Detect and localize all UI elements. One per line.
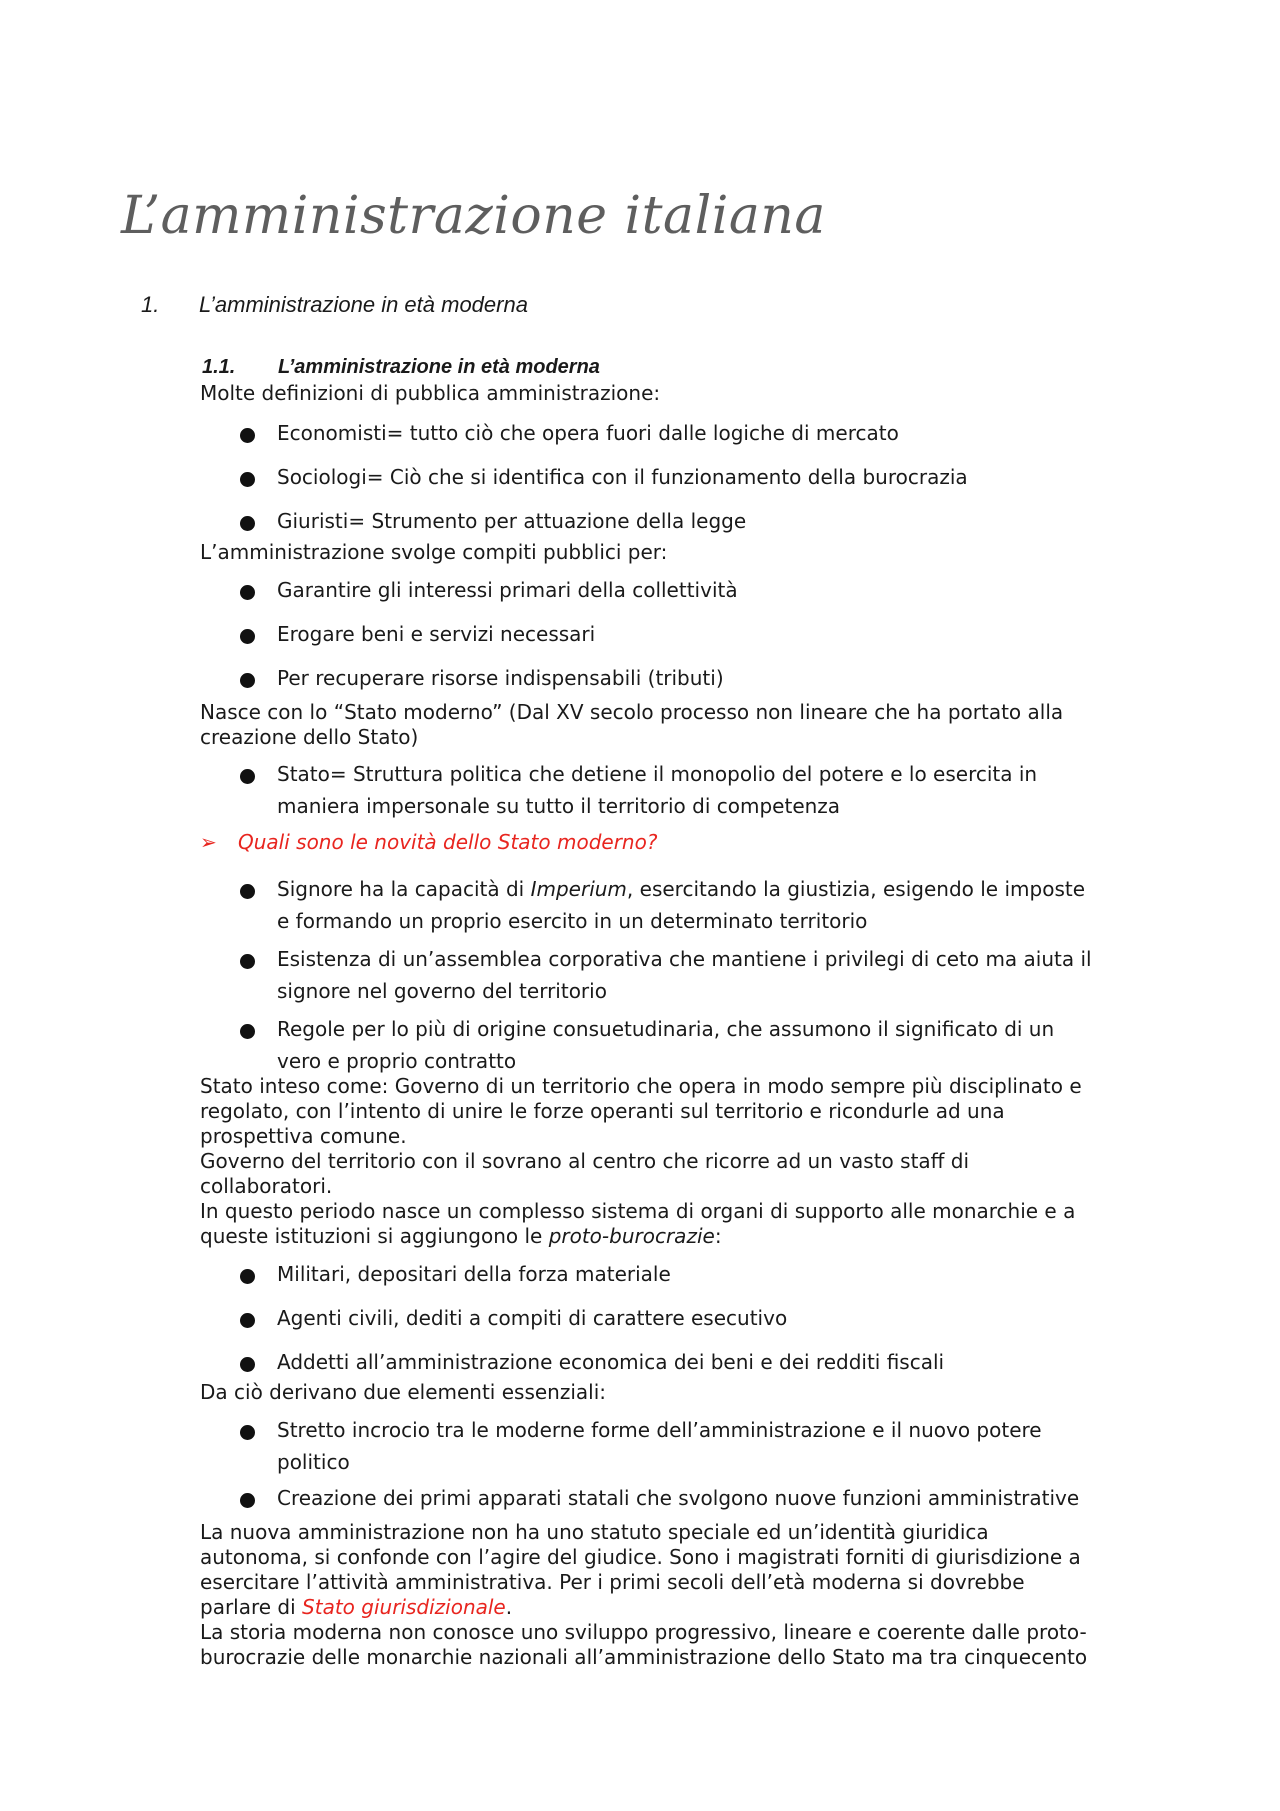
list-item: Stato= Struttura politica che detiene il monopolio del potere e lo esercita in maniera impersonale su tutto il territorio di competenza xyxy=(240,758,1170,822)
heading-1-number: 1. xyxy=(141,292,160,317)
bullet-icon xyxy=(240,884,255,899)
bullet-icon xyxy=(240,769,255,784)
list-item: Giuristi= Strumento per attuazione della legge xyxy=(240,505,1170,537)
heading-2-number: 1.1. xyxy=(202,356,236,378)
bullet-icon xyxy=(240,1357,255,1372)
bullet-icon xyxy=(240,1425,255,1440)
bullet-icon xyxy=(240,516,255,531)
bullet-icon xyxy=(240,629,255,644)
bullet-icon xyxy=(240,472,255,487)
paragraph-compiti: L’amministrazione svolge compiti pubblici per: xyxy=(200,540,668,564)
heading-1 xyxy=(141,292,528,318)
list-item: Addetti all’amministrazione economica dei beni e dei redditi fiscali xyxy=(240,1346,1170,1378)
list-item: Garantire gli interessi primari della collettività xyxy=(240,574,1170,606)
question-callout: ➢ Quali sono le novità dello Stato moderno? xyxy=(200,830,658,854)
bullet-icon xyxy=(240,673,255,688)
bullet-icon xyxy=(240,1024,255,1039)
paragraph-deriva: Da ciò derivano due elementi essenziali: xyxy=(200,1380,607,1404)
heading-1-text: L’amministrazione in età moderna xyxy=(199,292,528,317)
list-item: Erogare beni e servizi necessari xyxy=(240,618,1170,650)
list-item: Agenti civili, dediti a compiti di carattere esecutivo xyxy=(240,1302,1170,1334)
list-item: Stretto incrocio tra le moderne forme dell’amministrazione e il nuovo potere politico xyxy=(240,1414,1170,1478)
list-item: Esistenza di un’assemblea corporativa che mantiene i privilegi di ceto ma aiuta il signore nel governo del territorio xyxy=(240,943,1170,1007)
highlighted-term: Stato giurisdizionale xyxy=(302,1595,506,1619)
list-item: Sociologi= Ciò che si identifica con il funzionamento della burocrazia xyxy=(240,461,1170,493)
paragraph-nuova-amministrazione: La nuova amministrazione non ha uno statuto speciale ed un’identità giuridica autonoma, si confonde con l’agire del giudice. Sono i magistrati forniti di giurisdizione a esercitare l’attività amministrativa. Per i primi secoli dell’età moderna si dovrebbe parlare di Stato giurisdizionale. xyxy=(200,1520,1081,1619)
heading-2 xyxy=(202,356,600,379)
bullet-icon xyxy=(240,1493,255,1508)
bullet-icon xyxy=(240,954,255,969)
heading-2-text: L’amministrazione in età moderna xyxy=(278,356,600,378)
arrow-bullet-icon: ➢ xyxy=(200,830,217,854)
bullet-icon xyxy=(240,1313,255,1328)
list-item: Economisti= tutto ciò che opera fuori dalle logiche di mercato xyxy=(240,417,1170,449)
page-title: L’amministrazione italiana xyxy=(121,186,826,246)
paragraph-governo: Governo del territorio con il sovrano al centro che ricorre ad un vasto staff di collaboratori. xyxy=(200,1149,970,1198)
paragraph-periodo: In questo periodo nasce un complesso sistema di organi di supporto alle monarchie e a queste istituzioni si aggiungono le proto-burocrazie: xyxy=(200,1199,1076,1248)
bullet-icon xyxy=(240,1269,255,1284)
paragraph-storia: La storia moderna non conosce uno sviluppo progressivo, lineare e coerente dalle proto- burocrazie delle monarchie nazionali all’amministrazione dello Stato ma tra cinquecento xyxy=(200,1620,1088,1669)
list-item: Per recuperare risorse indispensabili (tributi) xyxy=(240,662,1170,694)
list-item: Creazione dei primi apparati statali che svolgono nuove funzioni amministrative xyxy=(240,1482,1170,1514)
paragraph-definitions: Molte definizioni di pubblica amministrazione: xyxy=(200,381,661,405)
list-item: Signore ha la capacità di Imperium, esercitando la giustizia, esigendo le imposte e formando un proprio esercito in un determinato territorio xyxy=(240,873,1170,937)
bullet-icon xyxy=(240,428,255,443)
list-item: Regole per lo più di origine consuetudinaria, che assumono il significato di un vero e proprio contratto xyxy=(240,1013,1170,1077)
paragraph-stato-inteso: Stato inteso come: Governo di un territorio che opera in modo sempre più disciplinato e regolato, con l’intento di unire le forze operanti sul territorio e ricondurle ad una prospettiva comune. xyxy=(200,1074,1082,1148)
list-item: Militari, depositari della forza materiale xyxy=(240,1258,1170,1290)
paragraph-nasce: Nasce con lo “Stato moderno” (Dal XV secolo processo non lineare che ha portato alla creazione dello Stato) xyxy=(200,700,1064,749)
bullet-icon xyxy=(240,585,255,600)
